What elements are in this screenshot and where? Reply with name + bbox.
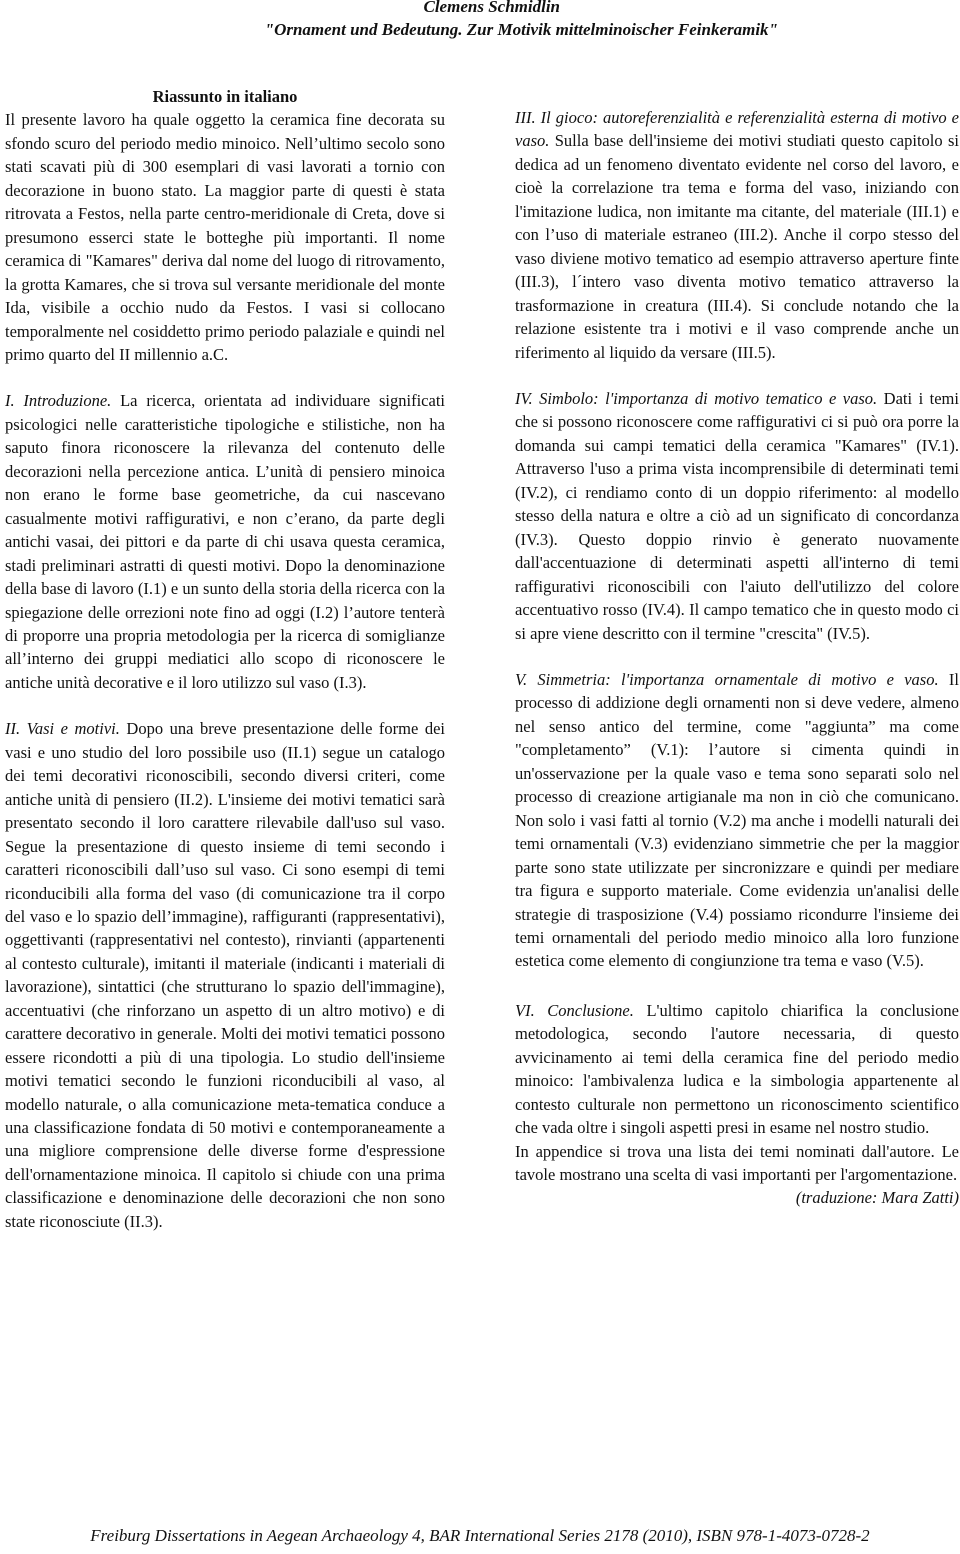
section-vasi-e-motivi	[5, 717, 445, 1233]
section-text: La ricerca, orientata ad individuare significati psicologici nelle caratteristiche tipologiche e stilistiche, non ha saputo finora riconoscere la rilevanza del contenuto delle decorazioni nella percezione antica. L’unità di pensiero minoica non erano le forme base geometriche, da cui nascevano casualmente motivi raffigurativi, e non c’erano, da parte degli antichi vasai, dei pittori e da parte di chi usava questa ceramica, stadi preliminari astratti di questi motivi. Dopo la denominazione della base di lavoro (I.1) e un sunto della storia della ricerca con la spiegazione delle orrezioni note fino ad oggi (I.2) l’autore tenterà di proporre una propria metodologia per la ricerca di somiglianze all’interno dei gruppi mediatici allo scopo di riconoscere le antiche unità decorative e il loro utilizzo sul vaso (I.3).	[5, 391, 445, 692]
section-heading: IV. Simbolo: l'importanza di motivo tematico e vaso.	[515, 388, 878, 408]
intro-paragraph: Il presente lavoro ha quale oggetto la ceramica fine decorata su sfondo scuro del periodo medio minoico. Nell’ultimo secolo sono stati scavati più di 300 esemplari di vasi lavorati a tornio con decorazione in buono stato. La maggior parte di questi è stata ritrovata a Festos, nella parte centro-meridionale di Creta, dove si presumono esserci state le botteghe più importanti. Il nome ceramica di "Kamares" deriva dal nome del luogo di ritrovamento, la grotta Kamares, che si trova sul versante meridionale del monte Ida, visibile a occhio nudo da Festos. I vasi si collocano temporalmente nel cosiddetto primo periodo palaziale e quindi nel primo quarto del II millennio a.C.	[5, 110, 445, 364]
section-introduction	[5, 389, 445, 694]
section-conclusione	[515, 999, 959, 1140]
translation-credit: (traduzione: Mara Zatti)	[795, 1188, 959, 1208]
header-title: "Ornament und Bedeutung. Zur Motivik mittelminoischer Feinkeramik"	[264, 20, 778, 39]
section-heading: VI. Conclusione.	[515, 1000, 634, 1020]
right-column	[515, 106, 959, 1210]
header-author: Clemens Schmidlin	[423, 0, 560, 16]
section-text: L'ultimo capitolo chiarifica la conclusione metodologica, secondo l'autore necessaria, di questo avvicinamento ai temi della ceramica fine del periodo medio minoico: l'ambivalenza ludica e la simbologia appartenente al contesto culturale non permettono un riconoscimento scientifico che vada oltre i singoli aspetti presi in esame nel nostro studio.	[515, 1000, 959, 1138]
section-heading: V. Simmetria: l'importanza ornamentale di motivo e vaso.	[515, 669, 939, 689]
section-simbolo	[515, 387, 959, 645]
left-column	[5, 85, 445, 1233]
section-text: Il processo di addizione degli ornamenti non si deve vedere, almeno nel senso antico del termine, come "aggiunta” ma come "completamento” (V.1): l’autore si cimenta quindi in un'osservazione per la quale vaso e tema sono separati solo nel processo di creazione artigianale ma non in ciò che comunicano. Non solo i vasi fatti al tornio (V.2) ma anche i modelli naturali dei temi ornamentali (V.3) evidenziano simmetrie che per la maggior parte sono state utilizzate per sincronizzare e quindi per mediare tra figura e supporto materiale. Come evidenzia un'analisi delle strategie di trasposizione (V.4) possiamo ricondurre l'insieme dei temi ornamentali del periodo medio minoico alla loro funzione estetica come elemento di congiunzione tra tema e vaso (V.5).	[515, 669, 959, 971]
section-il-gioco	[515, 106, 959, 364]
section-text: Dati i temi che si possono riconoscere come raffigurativi ci si può ora porre la domanda sui campi tematici della ceramica "Kamares" (IV.1). Attraverso l'uso a prima vista incomprensibile di determinati temi (IV.2), ci rendiamo conto di un doppio riferimento: al modello stesso della natura e oltre a ciò ad un significato di concordanza (IV.3). Questo doppio rinvio è generato nuovamente dall'accentuazione di determinati aspetti all'interno di temi raffigurativi riconoscibili con l'aiuto dell'utilizzo del colore accentuativo rosso (IV.4). Il campo tematico che in questo modo ci si apre viene descritto con il termine "crescita" (IV.5).	[515, 388, 959, 643]
section-text: Dopo una breve presentazione delle forme dei vasi e uno studio del loro possibile uso (II.1) segue un catalogo dei temi decorativi riconoscibili, secondo diversi criteri, come antiche unità di pensiero (II.2). L'insieme dei motivi tematici sarà presentato secondo il loro carattere rilevabile dall'uso sul vaso. Segue la presentazione di questo insieme di temi secondo i caratteri riconoscibili dall’uso sul vaso. Ci sono esempi di temi riconducibili alla forma del vaso (di comunicazione tra il corpo del vaso e lo spazio dell’immagine), raffiguranti (rappresentativi), oggettivanti (rappresentativi nel contesto), rinvianti (appartenenti al contesto culturale), imitanti il materiale (indicanti i materiali di lavorazione), sintattici (che strutturano lo spazio dell'immagine), accentuativi (che rinforzano un aspetto di un altro motivo) e di carattere decorativo in generale. Molti dei motivi tematici possono essere ricondotti a più di una tipologia. Lo studio dell'insieme motivi tematici secondo le funzioni riconducibili al vaso, al modello naturale, o alla comunicazione meta-tematica conduce a una classificazione fondata di 50 motivi e contemporaneamente a una migliore comprensione delle diverse forme d'espressione dell'ornamentazione minoica. Il capitolo si chiude con una prima classificazione e denominazione delle decorazioni che non sono state riconosciute (II.3).	[5, 719, 446, 1231]
section-text: Sulla base dell'insieme dei motivi studiati questo capitolo si dedica ad un fenomeno diventato evidente nel corso del lavoro, e cioè la correlazione tra tema e forma del vaso, iniziando con l'imitazione ludica, non imitante ma citante, del materiale (III.1) e con l’uso di materiale estraneo (III.2). Anche il corpo stesso del vaso diviene motivo tematico ad esempio attraverso aperture finte (III.3), l´intero vaso diventa motivo tematico attraverso la trasformazione in creatura (III.4). Si conclude notando che la relazione esistente tra i motivi e il vaso comprende anche un riferimento al liquido da versare (III.5).	[515, 131, 959, 362]
section-heading: III. Il gioco: autoreferenzialità e referenzialità esterna di motivo e vaso.	[515, 108, 959, 151]
section-simmetria	[515, 668, 959, 973]
section-heading: II. Vasi e motivi.	[5, 719, 120, 739]
summary-title: Riassunto in italiano	[152, 87, 298, 106]
section-heading: I. Introduzione.	[5, 391, 112, 411]
appendix-paragraph: In appendice si trova una lista dei temi nominati dall'autore. Le tavole mostrano una scelta di vasi importanti per l'argomentazione.	[515, 1141, 959, 1185]
page-footer: Freiburg Dissertations in Aegean Archaeology 4, BAR International Series 2178 (2010), ISBN 978-1-4073-0728-2	[90, 1526, 870, 1545]
